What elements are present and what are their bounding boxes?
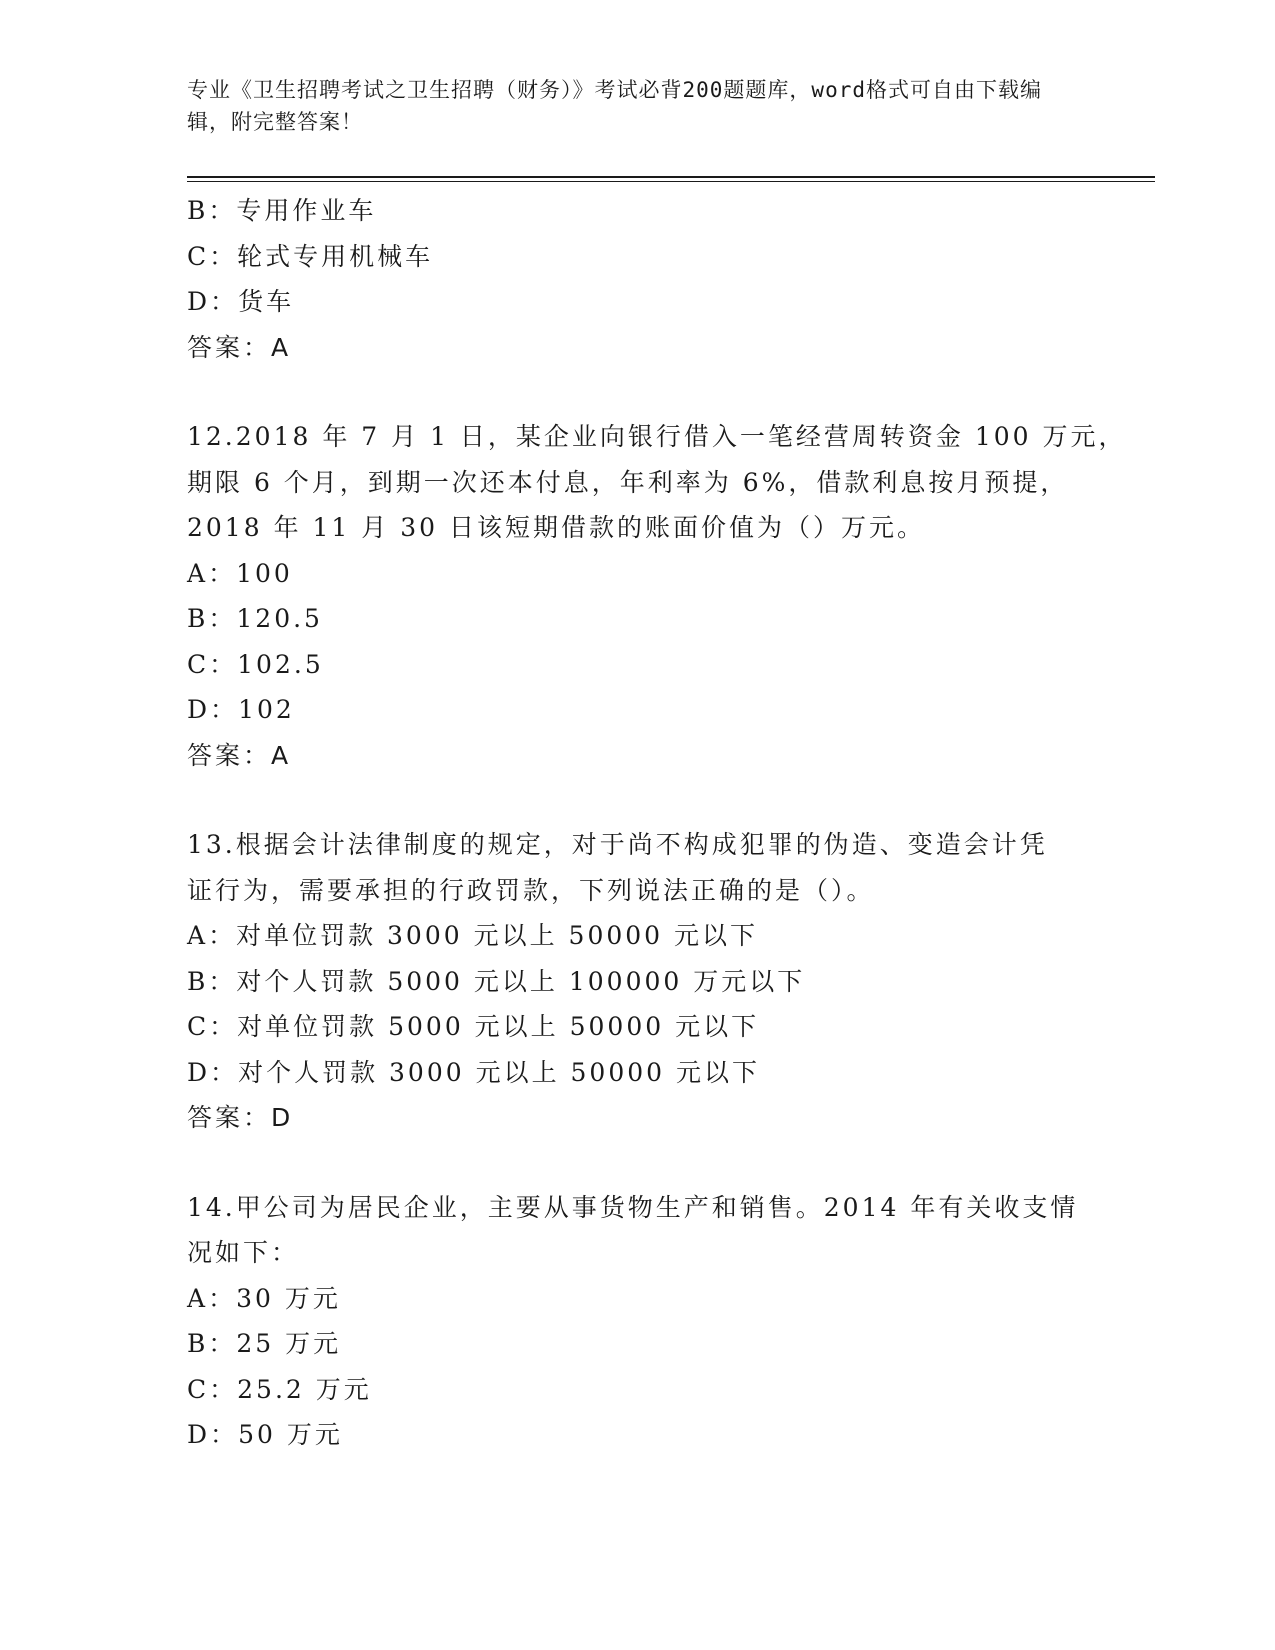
option-b: B：专用作业车: [187, 196, 377, 225]
header-divider-thick: [187, 176, 1155, 178]
option-d: D：对个人罚款 3000 元以上 50000 元以下: [187, 1057, 761, 1087]
answer-line: 答案：A: [187, 740, 292, 770]
question-stem-line: 况如下：: [187, 1238, 300, 1267]
question-13: [187, 822, 1087, 1141]
option-a: A：对单位罚款 3000 元以上 50000 元以下: [187, 921, 759, 950]
option-d: D：102: [187, 695, 295, 724]
question-stem-line: 证行为，需要承担的行政罚款，下列说法正确的是（）。: [187, 875, 875, 905]
option-c: C：102.5: [187, 649, 324, 679]
question-fragment: [187, 188, 1087, 370]
question-stem-line: 期限 6 个月，到期一次还本付息，年利率为 6%，借款利息按月预提，: [187, 467, 1069, 497]
option-a: A：30 万元: [187, 1283, 341, 1313]
option-b: B：25 万元: [187, 1329, 342, 1358]
option-d: D：50 万元: [187, 1420, 343, 1449]
question-stem-line: 13.根据会计法律制度的规定，对于尚不构成犯罪的伪造、变造会计凭: [187, 830, 1048, 859]
option-a: A：100: [187, 558, 293, 588]
question-stem-line: 12.2018 年 7 月 1 日，某企业向银行借入一笔经营周转资金 100 万元，: [187, 422, 1127, 451]
document-header: 专业《卫生招聘考试之卫生招聘（财务）》考试必背200题题库，word格式可自由下载编辑，附完整答案！: [187, 78, 1042, 134]
option-d: D：货车: [187, 287, 295, 316]
answer-line: 答案：D: [187, 1103, 294, 1132]
question-stem-line: 14.甲公司为居民企业，主要从事货物生产和销售。2014 年有关收支情: [187, 1192, 1079, 1222]
question-14: [187, 1185, 1087, 1458]
option-b: B：对个人罚款 5000 元以上 100000 万元以下: [187, 966, 806, 996]
question-content: [187, 188, 1127, 1458]
question-stem-line: 2018 年 11 月 30 日该短期借款的账面价值为（）万元。: [187, 513, 925, 542]
option-c: C：25.2 万元: [187, 1374, 372, 1404]
option-b: B：120.5: [187, 604, 323, 633]
option-c: C：对单位罚款 5000 元以上 50000 元以下: [187, 1012, 760, 1041]
option-c: C：轮式专用机械车: [187, 241, 434, 271]
question-12: [187, 414, 1127, 778]
header-divider-thin: [187, 181, 1155, 182]
answer-line: 答案：A: [187, 332, 292, 362]
